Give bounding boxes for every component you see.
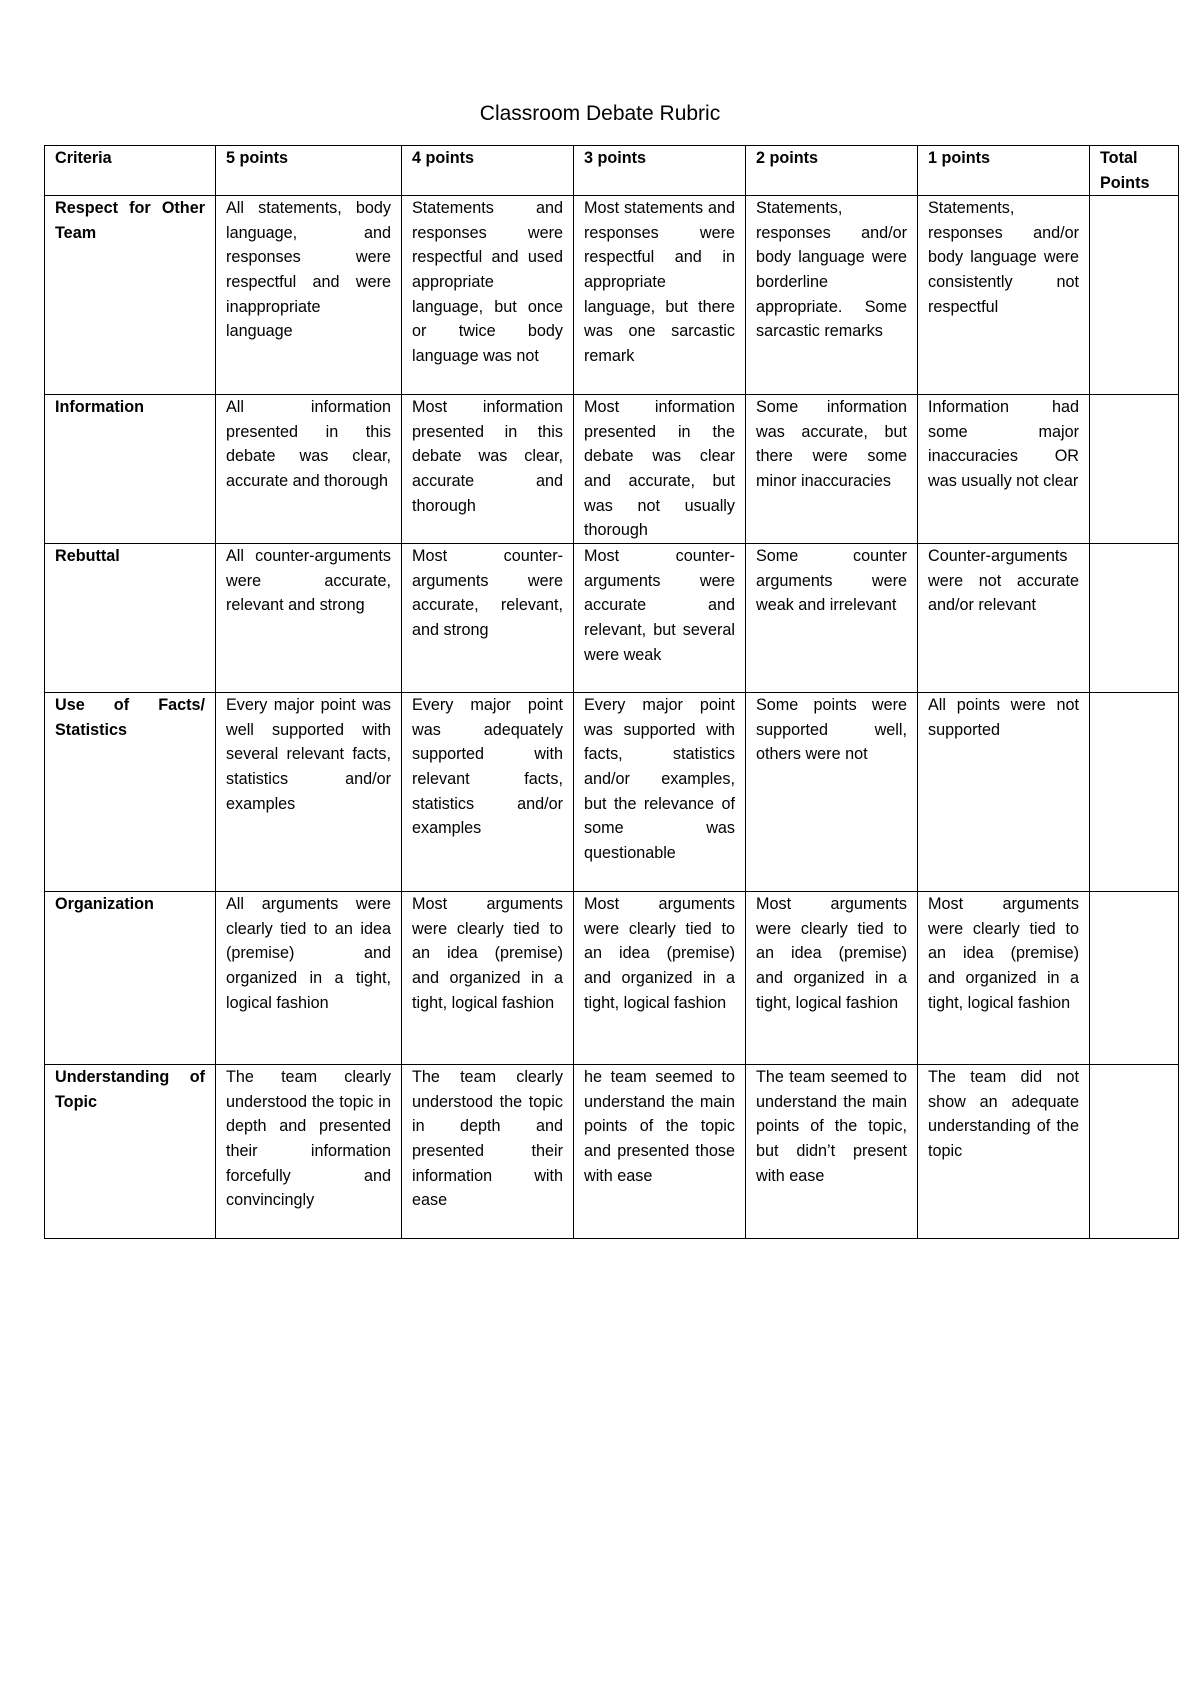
- table-row: [45, 544, 1179, 693]
- score-cell-5: The team clearly understood the topic in depth and presented their information forcefully and convincingly: [216, 1065, 402, 1239]
- table-row: [45, 196, 1179, 395]
- total-points-cell: [1090, 544, 1179, 693]
- score-cell-5: All information presented in this debate was clear, accurate and thorough: [216, 395, 402, 544]
- total-points-cell: [1090, 196, 1179, 395]
- criterion-cell: Respect for Other Team: [45, 196, 216, 395]
- score-cell-1: All points were not supported: [918, 693, 1090, 892]
- score-cell-3: Most arguments were clearly tied to an idea (premise) and organized in a tight, logical fashion: [574, 892, 746, 1065]
- score-cell-5: All arguments were clearly tied to an idea (premise) and organized in a tight, logical fashion: [216, 892, 402, 1065]
- header-1-points: 1 points: [918, 146, 1090, 196]
- score-cell-2: Most arguments were clearly tied to an idea (premise) and organized in a tight, logical fashion: [746, 892, 918, 1065]
- score-cell-5: Every major point was well supported with several relevant facts, statistics and/or examples: [216, 693, 402, 892]
- score-cell-4: Most counter-arguments were accurate, relevant, and strong: [402, 544, 574, 693]
- score-cell-2: The team seemed to understand the main points of the topic, but didn’t present with ease: [746, 1065, 918, 1239]
- total-points-cell: [1090, 395, 1179, 544]
- score-cell-3: Most counter-arguments were accurate and relevant, but several were weak: [574, 544, 746, 693]
- criterion-cell: Use of Facts/ Statistics: [45, 693, 216, 892]
- header-4-points: 4 points: [402, 146, 574, 196]
- score-cell-1: Counter-arguments were not accurate and/or relevant: [918, 544, 1090, 693]
- score-cell-1: Statements, responses and/or body language were consistently not respectful: [918, 196, 1090, 395]
- score-cell-2: Some counter arguments were weak and irrelevant: [746, 544, 918, 693]
- score-cell-3: Most statements and responses were respectful and in appropriate language, but there was one sarcastic remark: [574, 196, 746, 395]
- score-cell-4: Statements and responses were respectful and used appropriate language, but once or twice body language was not: [402, 196, 574, 395]
- criterion-cell: Information: [45, 395, 216, 544]
- total-points-cell: [1090, 1065, 1179, 1239]
- score-cell-4: Most information presented in this debate was clear, accurate and thorough: [402, 395, 574, 544]
- table-row: [45, 693, 1179, 892]
- score-cell-3: Most information presented in the debate was clear and accurate, but was not usually thorough: [574, 395, 746, 544]
- header-total-points: Total Points: [1090, 146, 1179, 196]
- header-criteria: Criteria: [45, 146, 216, 196]
- score-cell-1: The team did not show an adequate understanding of the topic: [918, 1065, 1090, 1239]
- score-cell-2: Statements, responses and/or body language were borderline appropriate. Some sarcastic remarks: [746, 196, 918, 395]
- score-cell-3: he team seemed to understand the main points of the topic and presented those with ease: [574, 1065, 746, 1239]
- page-title: Classroom Debate Rubric: [479, 102, 721, 125]
- score-cell-3: Every major point was supported with facts, statistics and/or examples, but the relevance of some was questionable: [574, 693, 746, 892]
- header-5-points: 5 points: [216, 146, 402, 196]
- criterion-cell: Rebuttal: [45, 544, 216, 693]
- total-points-cell: [1090, 892, 1179, 1065]
- score-cell-2: Some points were supported well, others were not: [746, 693, 918, 892]
- score-cell-5: All counter-arguments were accurate, relevant and strong: [216, 544, 402, 693]
- score-cell-1: Most arguments were clearly tied to an idea (premise) and organized in a tight, logical fashion: [918, 892, 1090, 1065]
- header-3-points: 3 points: [574, 146, 746, 196]
- table-row: [45, 395, 1179, 544]
- criterion-cell: Organization: [45, 892, 216, 1065]
- criterion-cell: Understanding of Topic: [45, 1065, 216, 1239]
- score-cell-1: Information had some major inaccuracies OR was usually not clear: [918, 395, 1090, 544]
- header-2-points: 2 points: [746, 146, 918, 196]
- rubric-table: [44, 145, 1179, 1239]
- score-cell-4: The team clearly understood the topic in depth and presented their information with ease: [402, 1065, 574, 1239]
- table-row: [45, 1065, 1179, 1239]
- score-cell-4: Most arguments were clearly tied to an idea (premise) and organized in a tight, logical fashion: [402, 892, 574, 1065]
- table-header-row: [45, 146, 1179, 196]
- score-cell-2: Some information was accurate, but there were some minor inaccuracies: [746, 395, 918, 544]
- score-cell-5: All statements, body language, and responses were respectful and were inappropriate language: [216, 196, 402, 395]
- table-row: [45, 892, 1179, 1065]
- score-cell-4: Every major point was adequately supported with relevant facts, statistics and/or examples: [402, 693, 574, 892]
- total-points-cell: [1090, 693, 1179, 892]
